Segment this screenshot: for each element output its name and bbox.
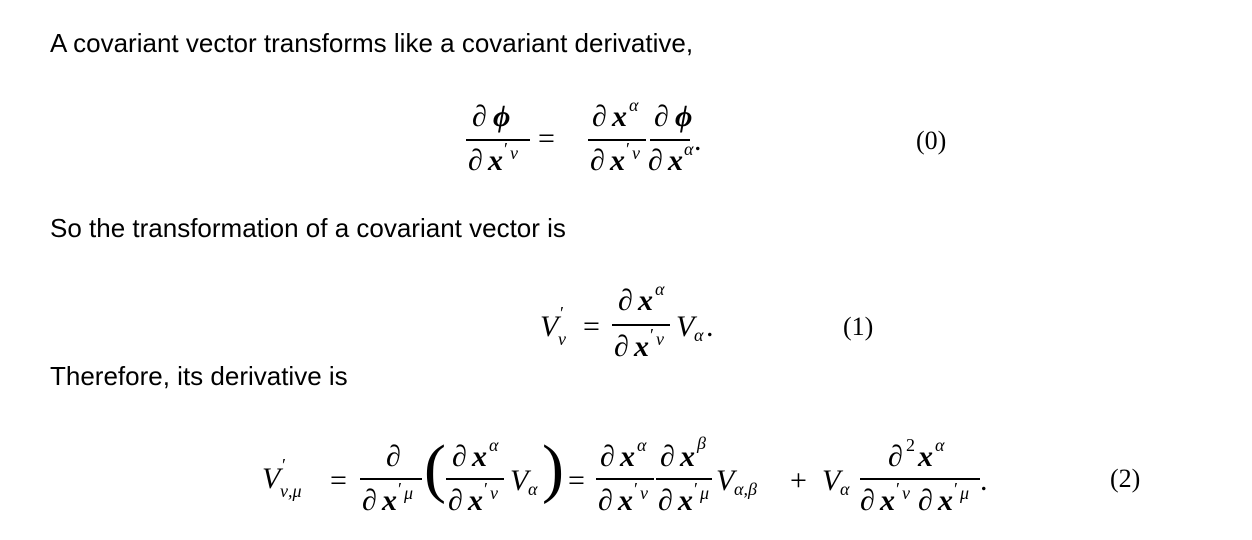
equation-1: V ′ ν = ∂ x α ∂ x ′ ν V α .: [540, 279, 714, 363]
equation-2: V ′ ν,μ = ∂ ∂ x ′ μ ( ∂ x α ∂ x ′ ν V α ) = ∂ x α ∂ x β ∂ x ′ ν ∂ x ′ μ V α,β + V α ∂ 2 x α ∂ x ′ ν ∂ x ′ μ .: [262, 432, 988, 517]
equation-0: ∂ ϕ ∂ x ′ ν = ∂ x α ∂ x ′ ν ∂ ϕ ∂ x α .: [468, 95, 702, 177]
equation-number-2: (2): [1110, 464, 1141, 493]
equation-number-0: (0): [916, 126, 947, 155]
transform-text: So the transformation of a covariant vector is: [50, 213, 566, 243]
equation-number-1: (1): [843, 312, 874, 341]
intro-text: A covariant vector transforms like a covariant derivative,: [50, 28, 694, 58]
derivative-text: Therefore, its derivative is: [50, 361, 348, 391]
